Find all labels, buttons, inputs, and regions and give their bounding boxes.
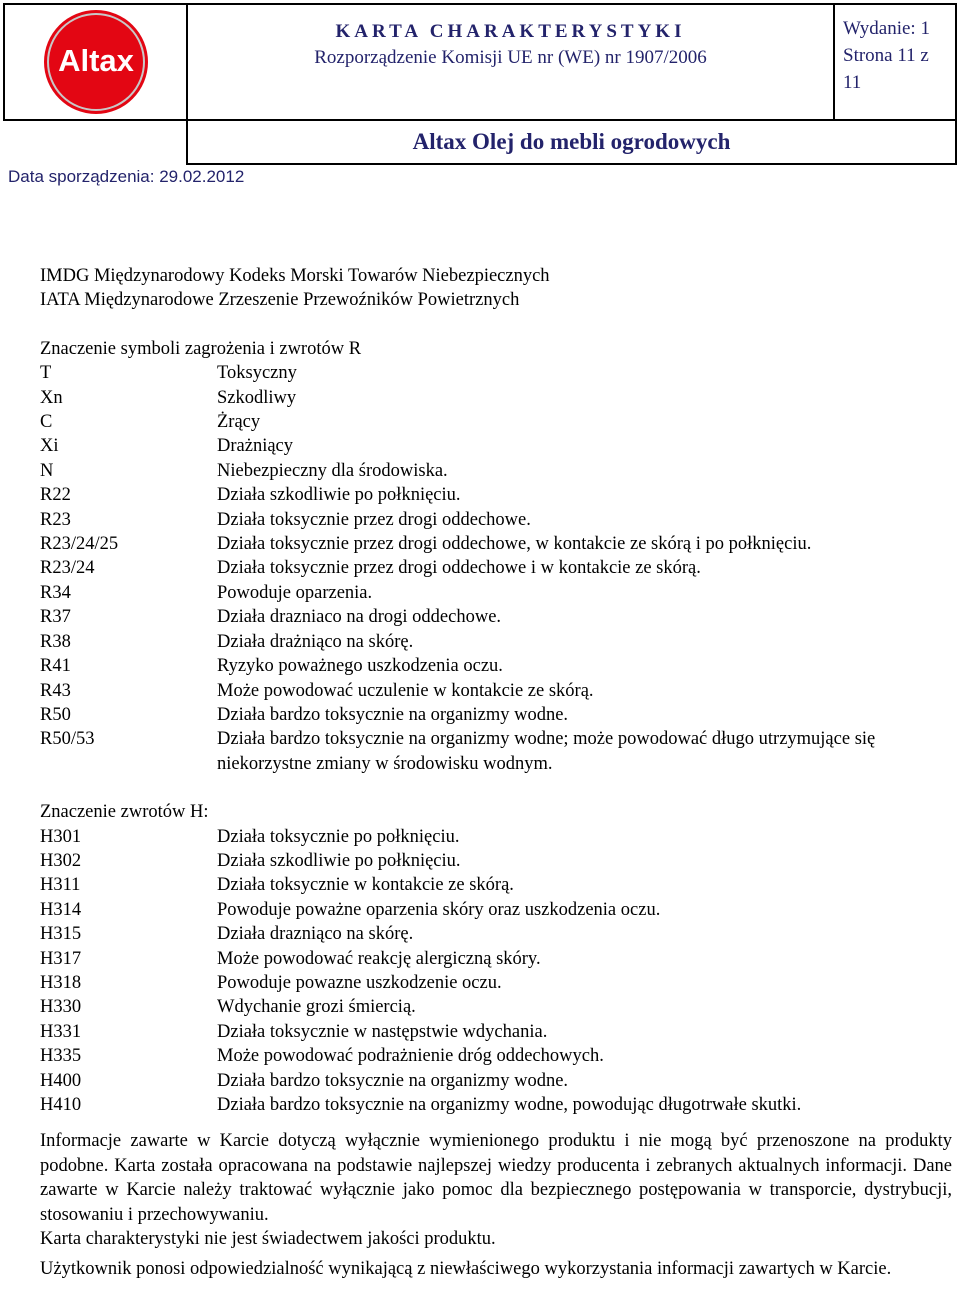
item-code: R23/24/25 [40, 534, 119, 555]
list-item [40, 825, 952, 849]
list-item [40, 1020, 952, 1044]
item-text: Ryzyko poważnego uszkodzenia oczu. [217, 656, 503, 677]
item-text: Działa toksycznie po połknięciu. [217, 826, 460, 847]
page-number: Strona 11 z 11 [843, 45, 929, 93]
list-item [40, 654, 952, 678]
creation-date: Data sporządzenia: 29.02.2012 [8, 167, 245, 186]
list-item [40, 630, 952, 654]
item-code: H410 [40, 1095, 82, 1115]
regulation: Rozporządzenie Komisji UE nr (WE) nr 1907/2006 [314, 47, 707, 68]
item-text: Działa bardzo toksycznie na organizmy wodne; może powodować długo utrzymujące się niekorzystne zmiany w środowisku wodnym. [217, 729, 876, 774]
item-text: Działa drazniaco na drogi oddechowe. [217, 607, 502, 628]
logo-cell [3, 3, 186, 121]
list-item [40, 898, 952, 922]
item-text: Wdychanie grozi śmiercią. [217, 997, 416, 1018]
document-body [40, 264, 952, 1282]
item-text: Może powodować uczulenie w kontakcie ze skórą. [217, 680, 594, 701]
item-code: C [40, 412, 53, 433]
list-item [40, 995, 952, 1019]
item-text: Może powodować podrażnienie dróg oddechowych. [217, 1046, 604, 1067]
item-code: Xi [40, 436, 59, 457]
list-item [40, 459, 952, 483]
list-item [40, 508, 952, 532]
document-type: KARTA CHARAKTERYSTYKI [335, 21, 686, 42]
logo-text: Altax [57, 43, 134, 78]
list-item [40, 410, 952, 434]
item-text: Działa toksycznie przez drogi oddechowe i w kontakcie ze skórą. [217, 558, 701, 579]
info-paragraph: Informacje zawarte w Karcie dotyczą wyłącznie wymienionego produktu i nie mogą być przenoszone na produkty podobne. Karta została opracowana na podstawie najlepszej wiedzy producenta i zebranych aktualnych informacji. Dane zawarte w Karcie należy traktować wyłącznie jako pomoc dla bezpiecznego postępowania w transporcie, dystrybucji, stosowaniu i przechowywaniu. [40, 1131, 952, 1225]
item-code: H335 [40, 1046, 82, 1067]
h-section-list [40, 825, 952, 1118]
item-code: H330 [40, 997, 82, 1018]
list-item [40, 947, 952, 971]
abbreviation-imdg: IMDG Międzynarodowy Kodeks Morski Towarów Niebezpiecznych [40, 266, 550, 286]
item-text: Działa toksycznie w następstwie wdychania. [217, 1021, 548, 1042]
item-code: H317 [40, 948, 82, 969]
item-text: Żrący [217, 412, 261, 433]
item-text: Toksyczny [217, 363, 297, 384]
list-item [40, 703, 952, 727]
list-item [40, 581, 952, 605]
item-text: Działa szkodliwie po połknięciu. [217, 850, 461, 871]
certificate-note: Karta charakterystyki nie jest świadectwem jakości produktu. [40, 1229, 496, 1250]
item-text: Drażniący [217, 436, 294, 457]
item-text: Działa drażniąco na skórę. [217, 631, 414, 652]
item-text: Działa bardzo toksycznie na organizmy wodne. [217, 704, 569, 725]
item-text: Szkodliwy [217, 387, 297, 408]
item-code: H311 [40, 875, 81, 896]
item-code: R43 [40, 680, 71, 701]
list-item [40, 434, 952, 458]
item-text: Powoduje powazne uszkodzenie oczu. [217, 972, 502, 993]
item-code: H314 [40, 899, 82, 920]
item-text: Działa toksycznie przez drogi oddechowe, w kontakcie ze skórą i po połknięciu. [217, 534, 812, 555]
item-text: Działa toksycznie przez drogi oddechowe. [217, 509, 531, 530]
item-text: Powoduje poważne oparzenia skóry oraz uszkodzenia oczu. [217, 899, 661, 920]
list-item [40, 679, 952, 703]
list-item [40, 556, 952, 580]
item-code: T [40, 363, 52, 384]
list-item [40, 605, 952, 629]
item-code: Xn [40, 387, 63, 408]
item-text: Działa drazniąco na skórę. [217, 924, 414, 945]
list-item [40, 873, 952, 897]
item-code: R50 [40, 704, 71, 725]
item-code: N [40, 460, 54, 481]
item-text: Niebezpieczny dla środowiska. [217, 460, 448, 481]
item-code: R22 [40, 485, 71, 506]
list-item [40, 849, 952, 873]
list-item [40, 1044, 952, 1068]
list-item [40, 1069, 952, 1093]
item-text: Działa bardzo toksycznie na organizmy wodne, powodując długotrwałe skutki. [217, 1095, 802, 1115]
item-text: Może powodować reakcję alergiczną skóry. [217, 948, 541, 969]
item-text: Działa bardzo toksycznie na organizmy wodne. [217, 1070, 569, 1091]
item-code: H331 [40, 1021, 82, 1042]
item-code: H301 [40, 826, 82, 847]
edition: Wydanie: 1 [843, 18, 930, 39]
item-text: Działa toksycznie w kontakcie ze skórą. [217, 875, 514, 896]
item-text: Działa szkodliwie po połknięciu. [217, 485, 461, 506]
item-code: R50/53 [40, 729, 95, 750]
edition-cell [833, 3, 957, 121]
list-item [40, 1093, 952, 1117]
list-item [40, 971, 952, 995]
item-code: R41 [40, 656, 71, 677]
r-section-list [40, 361, 952, 776]
list-item [40, 386, 952, 410]
document-header [3, 3, 957, 186]
item-code: R34 [40, 582, 71, 603]
list-item [40, 361, 952, 385]
title-cell [186, 3, 833, 121]
item-code: R38 [40, 631, 71, 652]
list-item [40, 922, 952, 946]
item-code: R23/24 [40, 558, 95, 579]
liability-note: Użytkownik ponosi odpowiedzialność wynikającą z niewłaściwego wykorzystania informacji zawartych w Karcie. [40, 1259, 892, 1280]
list-item [40, 532, 952, 556]
item-code: H400 [40, 1070, 82, 1091]
list-item [40, 727, 952, 776]
product-name: Altax Olej do mebli ogrodowych [186, 121, 957, 165]
item-code: R23 [40, 509, 71, 530]
abbreviation-iata: IATA Międzynarodowe Zrzeszenie Przewoźników Powietrznych [40, 290, 520, 311]
h-section-title: Znaczenie zwrotów H: [40, 802, 209, 823]
r-section-title: Znaczenie symboli zagrożenia i zwrotów R [40, 338, 362, 359]
item-code: R37 [40, 607, 71, 628]
item-code: H315 [40, 924, 82, 945]
item-text: Powoduje oparzenia. [217, 582, 373, 603]
item-code: H302 [40, 850, 82, 871]
altax-logo [41, 7, 151, 117]
list-item [40, 483, 952, 507]
item-code: H318 [40, 972, 82, 993]
